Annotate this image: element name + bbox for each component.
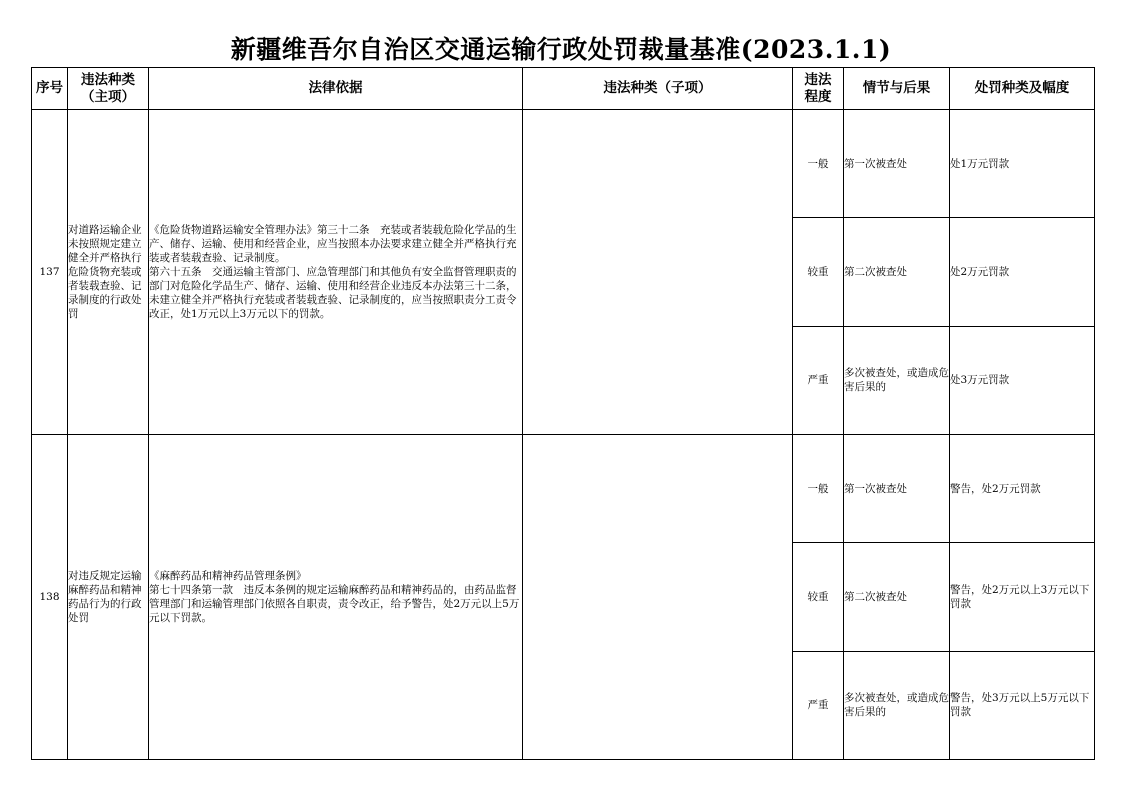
header-legal-basis: 法律依据 [149, 68, 523, 110]
row-degree: 较重 [793, 218, 844, 326]
header-degree-label: 违法 程度 [804, 71, 832, 105]
row-sub-item [523, 434, 793, 759]
row-legal-basis [149, 434, 523, 759]
header-main-item-label: 违法种类 （主项） [81, 71, 135, 105]
table-row [32, 434, 1095, 542]
row-main-item: 对道路运输企业未按照规定建立健全并严格执行危险货物充装或者装载查验、记录制度的行政处罚 [68, 110, 149, 435]
row-penalty: 处1万元罚款 [950, 110, 1095, 218]
header-sub-item: 违法种类（子项） [523, 68, 793, 110]
header-main-item [68, 68, 149, 110]
table-header-row [32, 68, 1095, 110]
row-sub-item [523, 110, 793, 435]
page-title: 新疆维吾尔自治区交通运输行政处罚裁量基准(2023.1.1) [230, 35, 892, 64]
row-degree: 严重 [793, 651, 844, 759]
row-penalty: 警告，处2万元以上3万元以下罚款 [950, 543, 1095, 651]
row-index: 137 [32, 110, 68, 435]
legal-basis-text: 《麻醉药品和精神药品管理条例》 第七十四条第一款 违反本条例的规定运输麻醉药品和精神药品的，由药品监督管理部门和运输管理部门依照各自职责，责令改正，给予警告，处2万元以上5万元以下罚款。 [149, 569, 520, 624]
header-degree [793, 68, 844, 110]
header-index: 序号 [32, 68, 68, 110]
legal-basis-text: 《危险货物道路运输安全管理办法》第三十二条 充装或者装载危险化学品的生产、储存、运输、使用和经营企业，应当按照本办法要求建立健全并严格执行充装或者装载查验、记录制度。 第六十五条 交通运输主管部门、应急管理部门和其他负有安全监督管理职责的部门对危险化学品生产、储存、运输、使用和经营企业违反本办法第三十二条，未建立健全并严格执行充装或者装载查验、记录制度的，应当按照职责分工责令改正，处1万元以上3万元以下的罚款。 [149, 223, 517, 320]
row-circumstances: 第一次被查处 [844, 434, 950, 542]
row-degree: 较重 [793, 543, 844, 651]
row-circumstances: 第一次被查处 [844, 110, 950, 218]
table-row [32, 110, 1095, 218]
row-penalty: 警告，处2万元罚款 [950, 434, 1095, 542]
row-degree: 严重 [793, 326, 844, 434]
row-circumstances: 多次被查处，或造成危害后果的 [844, 651, 950, 759]
row-circumstances: 多次被查处，或造成危害后果的 [844, 326, 950, 434]
row-main-item: 对违反规定运输麻醉药品和精神药品行为的行政处罚 [68, 434, 149, 759]
row-index: 138 [32, 434, 68, 759]
row-penalty: 处3万元罚款 [950, 326, 1095, 434]
penalty-standard-table [31, 67, 1095, 760]
row-legal-basis [149, 110, 523, 435]
row-circumstances: 第二次被查处 [844, 218, 950, 326]
row-circumstances: 第二次被查处 [844, 543, 950, 651]
row-penalty: 警告，处3万元以上5万元以下罚款 [950, 651, 1095, 759]
row-degree: 一般 [793, 110, 844, 218]
header-penalty: 处罚种类及幅度 [950, 68, 1095, 110]
row-penalty: 处2万元罚款 [950, 218, 1095, 326]
row-degree: 一般 [793, 434, 844, 542]
header-circumstances: 情节与后果 [844, 68, 950, 110]
